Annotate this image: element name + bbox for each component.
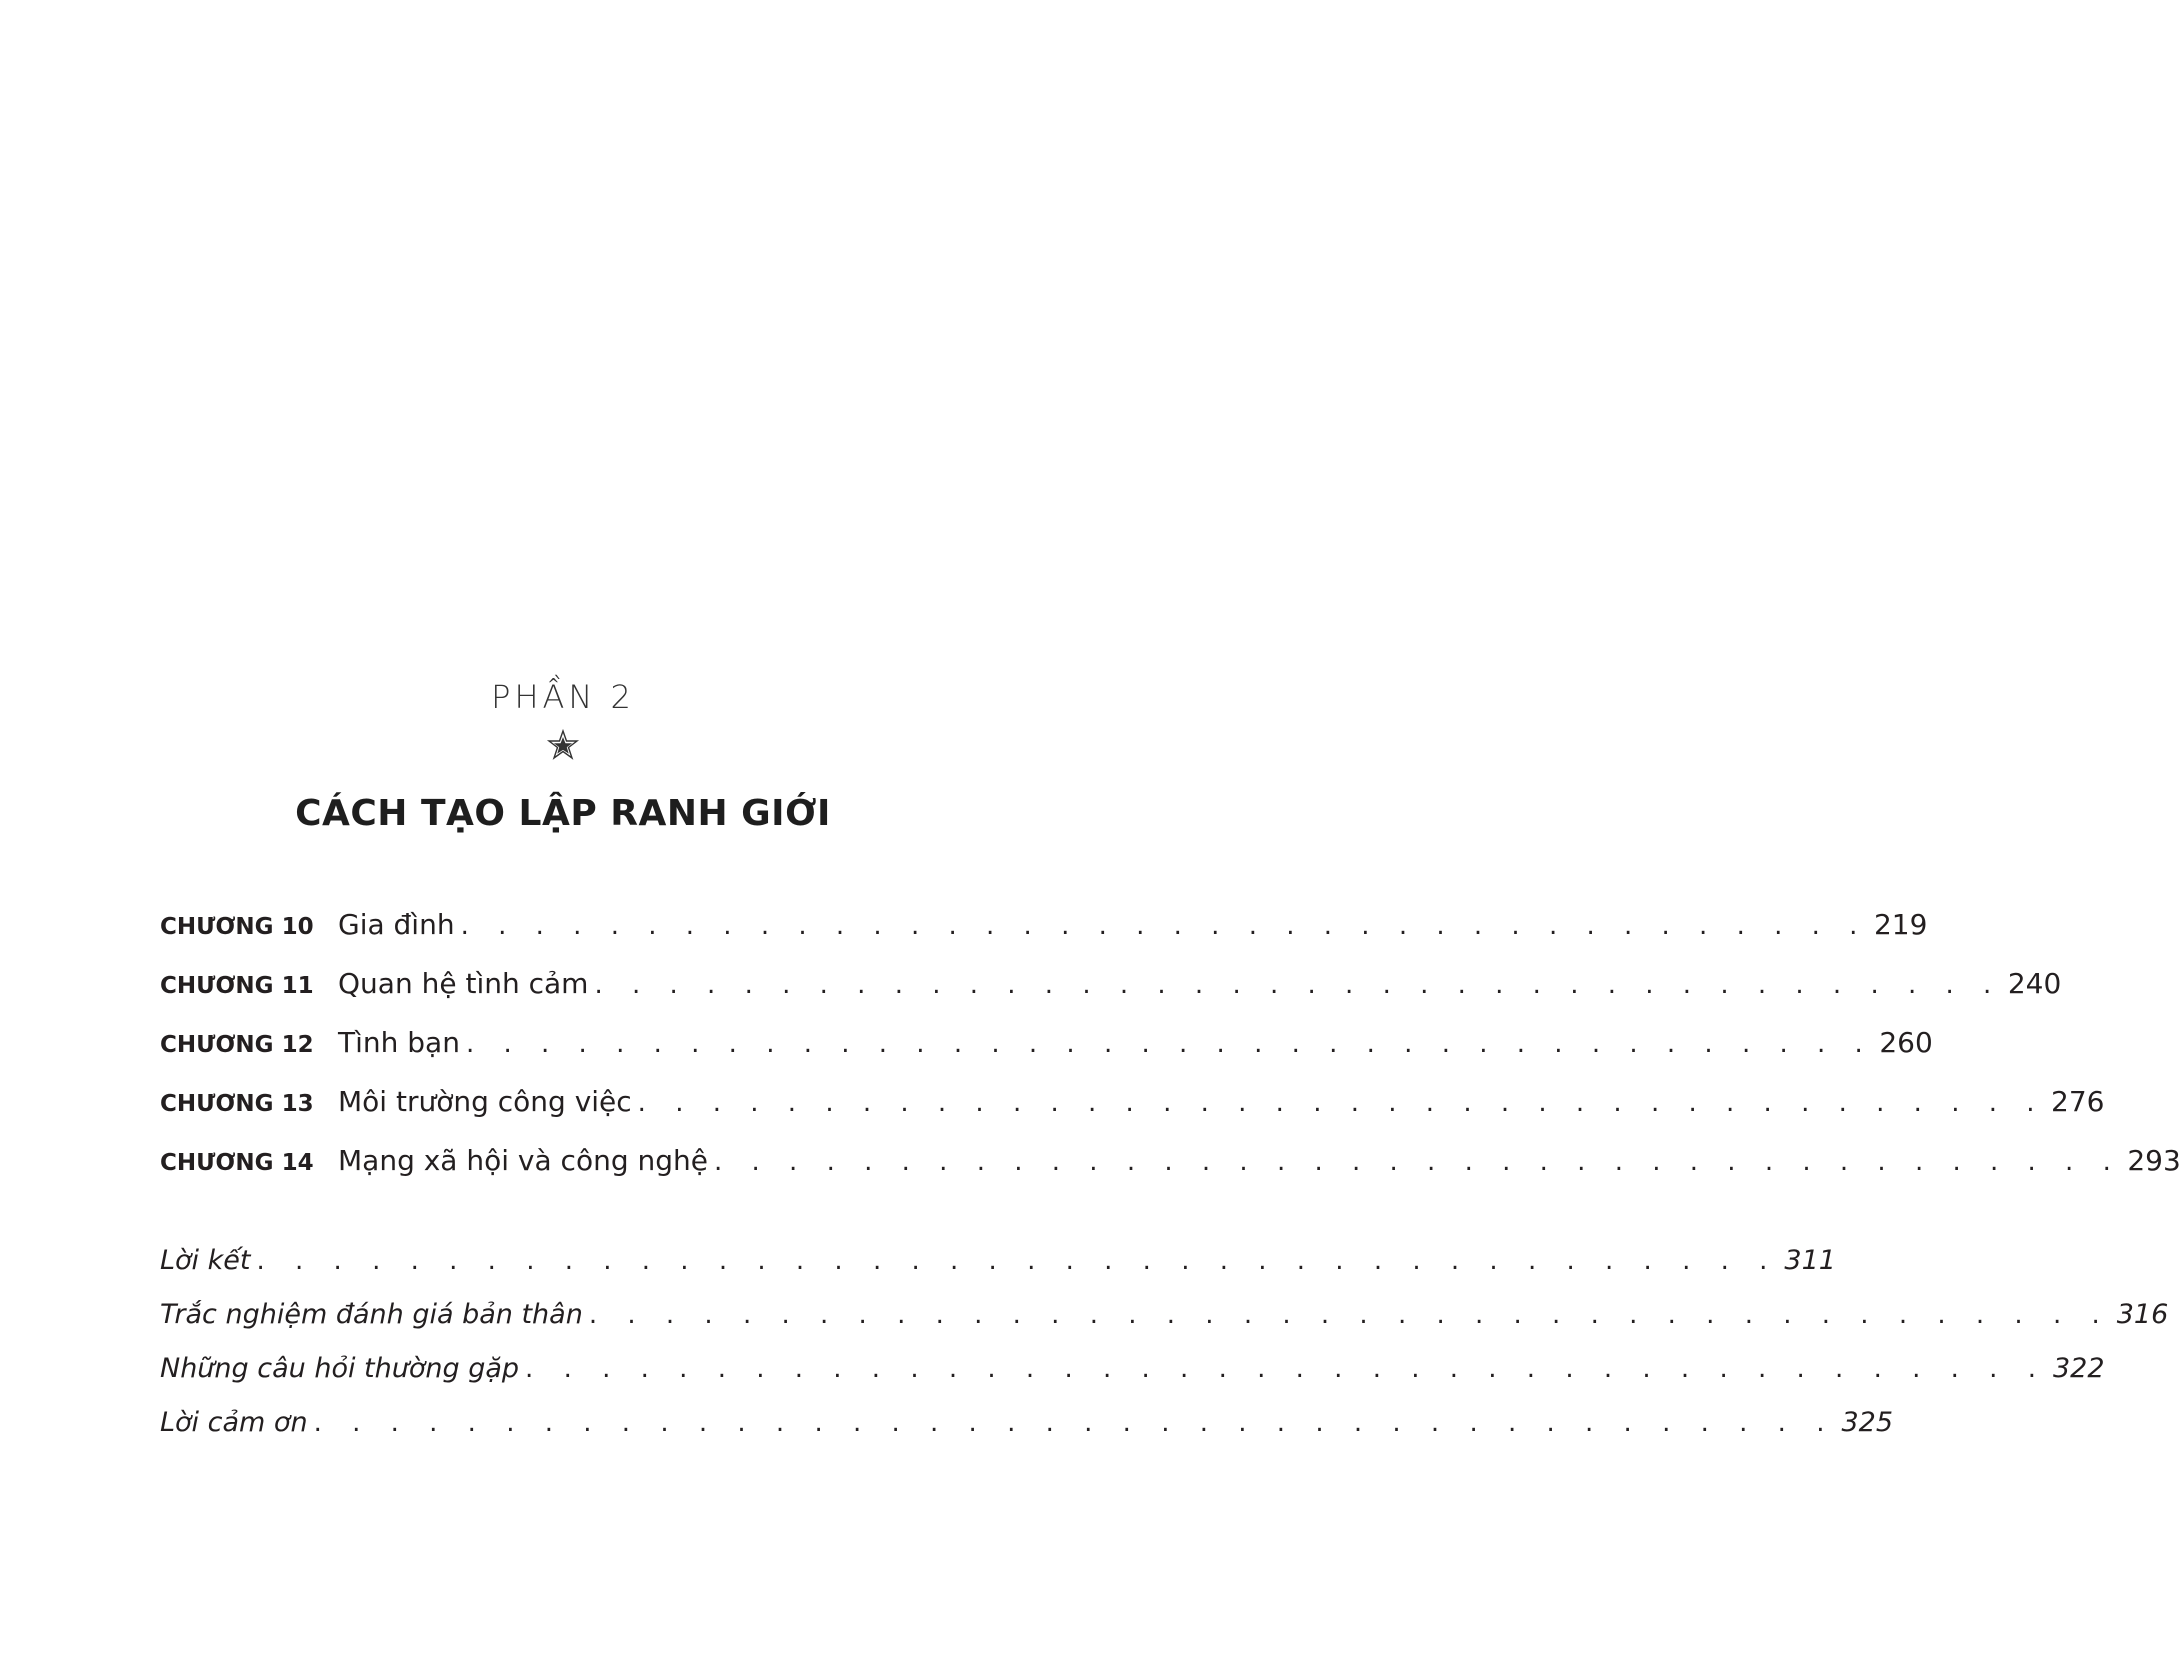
chapter-page: 260	[1879, 1026, 1933, 1059]
dot-leader: . . . . . . . . . . . . . . . . . . . . . . . . . . . . . . . . . . . . . .	[594, 970, 2002, 1000]
chapter-title: Mạng xã hội và công nghệ	[338, 1144, 708, 1177]
dot-leader: . . . . . . . . . . . . . . . . . . . . . . . . . . . . . . . . . . . . . .	[637, 1088, 2046, 1118]
chapter-page: 240	[2007, 967, 2062, 1000]
chapter-title: Tình bạn	[338, 1026, 460, 1059]
chapter-label: CHƯƠNG 14	[160, 1150, 314, 1176]
back-matter-title: Lời kết	[160, 1245, 251, 1276]
dot-leader: . . . . . . . . . . . . . . . . . . . . . . . . . . . . . . . . . . . . . . . .	[525, 1354, 2047, 1384]
chapter-list	[160, 908, 2181, 1203]
dot-leader: . . . . . . . . . . . . . . . . . . . . . . . . . . . . . . . . . . . . . . . .	[313, 1408, 1836, 1438]
back-matter-entry[interactable]	[160, 1299, 2169, 1353]
dot-leader: . . . . . . . . . . . . . . . . . . . . . . . . . . . . . . . . . . . . . . . .	[588, 1300, 2111, 1330]
back-matter-title: Lời cảm ơn	[160, 1407, 308, 1438]
part-label: PHẦN 2	[491, 678, 635, 716]
dot-leader: . . . . . . . . . . . . . . . . . . . . . . . . . . . . . . . . . . . . . .	[465, 1029, 1874, 1059]
back-matter-list	[160, 1245, 2169, 1461]
chapter-entry[interactable]	[160, 1144, 2181, 1203]
star-flower-ornament-icon	[545, 728, 581, 764]
back-matter-page: 325	[1841, 1407, 1894, 1438]
back-matter-page: 322	[2052, 1353, 2105, 1384]
chapter-page: 293	[2127, 1144, 2181, 1177]
dot-leader: . . . . . . . . . . . . . . . . . . . . . . . . . . . . . . . . . . . . . .	[460, 911, 1868, 941]
chapter-title: Quan hệ tình cảm	[338, 967, 589, 1000]
chapter-page: 276	[2051, 1085, 2105, 1118]
part-title: CÁCH TẠO LẬP RANH GIỚI	[295, 793, 831, 834]
chapter-title: Gia đình	[338, 908, 455, 941]
chapter-label: CHƯƠNG 10	[160, 914, 314, 940]
back-matter-page: 311	[1784, 1245, 1836, 1276]
chapter-label: CHƯƠNG 11	[160, 973, 314, 999]
dot-leader: . . . . . . . . . . . . . . . . . . . . . . . . . . . . . . . . . . . . . . . .	[256, 1246, 1779, 1276]
back-matter-page: 316	[2116, 1299, 2169, 1330]
chapter-entry[interactable]	[160, 1085, 2105, 1144]
chapter-label: CHƯƠNG 12	[160, 1032, 314, 1058]
chapter-entry[interactable]	[160, 967, 2062, 1026]
chapter-title: Môi trường công việc	[338, 1085, 632, 1118]
back-matter-title: Những câu hỏi thường gặp	[160, 1353, 520, 1384]
chapter-entry[interactable]	[160, 908, 1928, 967]
back-matter-entry[interactable]	[160, 1245, 1836, 1299]
chapter-label: CHƯƠNG 13	[160, 1091, 314, 1117]
chapter-page: 219	[1873, 908, 1928, 941]
back-matter-entry[interactable]	[160, 1407, 1894, 1461]
chapter-entry[interactable]	[160, 1026, 1933, 1085]
back-matter-title: Trắc nghiệm đánh giá bản thân	[160, 1299, 583, 1330]
dot-leader: . . . . . . . . . . . . . . . . . . . . . . . . . . . . . . . . . . . . . .	[714, 1147, 2122, 1177]
back-matter-entry[interactable]	[160, 1353, 2105, 1407]
